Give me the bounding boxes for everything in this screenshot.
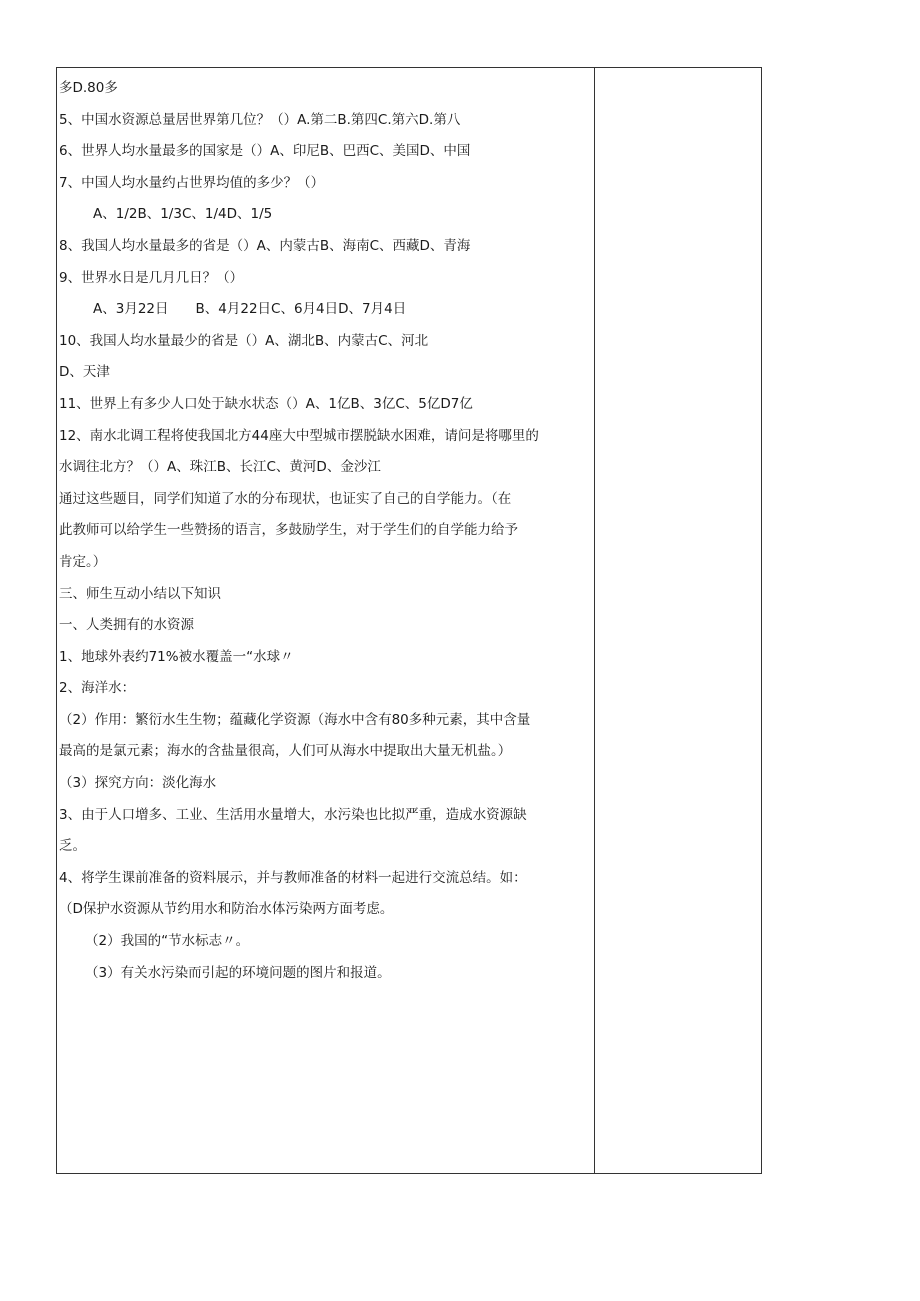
- summary-item: 3、由于人口增多、工业、生活用水量增大，水污染也比拟严重，造成水资源缺: [59, 806, 527, 823]
- summary-item: （3）有关水污染而引起的环境问题的图片和报道。: [85, 964, 391, 981]
- summary-item: 乏。: [59, 838, 86, 855]
- summary-item: 4、将学生课前准备的资料展示，并与教师准备的材料一起进行交流总结。如：: [59, 869, 527, 886]
- text-line: 多D.80多: [59, 80, 118, 96]
- question-12-continued: 水调往北方？（）A、珠江B、长江C、黄河D、金沙江: [59, 459, 381, 476]
- summary-item: 1、地球外表约71%被水覆盖一“水球〃: [59, 648, 294, 665]
- paragraph-line: 通过这些题目，同学们知道了水的分布现状，也证实了自己的自学能力。（在: [59, 490, 512, 507]
- question-10: 10、我国人均水量最少的省是（）A、湖北B、内蒙古C、河北: [59, 332, 429, 349]
- question-6: 6、世界人均水量最多的国家是（）A、印尼B、巴西C、美国D、中国: [59, 143, 471, 160]
- paragraph-line: 此教师可以给学生一些赞扬的语言，多鼓励学生，对于学生们的自学能力给予: [59, 522, 518, 539]
- question-9-options: A、3月22日 B、4月22日C、6月4日D、7月4日: [93, 301, 407, 318]
- subsection-heading: 一、人类拥有的水资源: [59, 617, 194, 634]
- summary-item: 2、海洋水：: [59, 680, 136, 697]
- paragraph-line: 肯定。）: [59, 553, 107, 570]
- question-11: 11、世界上有多少人口处于缺水状态（）A、1亿B、3亿C、5亿D7亿: [59, 395, 473, 412]
- question-5: 5、中国水资源总量居世界第几位？（）A.第二B.第四C.第六D.第八: [59, 111, 461, 128]
- table-column-divider: [594, 68, 595, 1173]
- question-9: 9、世界水日是几月几日？（）: [59, 269, 244, 286]
- summary-item: （2）作用：繁衍水生生物；蕴藏化学资源（海水中含有80多种元素，其中含量: [59, 711, 531, 728]
- question-10-continued: D、天津: [59, 364, 110, 381]
- summary-item: （D保护水资源从节约用水和防治水体污染两方面考虑。: [59, 901, 394, 918]
- question-12: 12、南水北调工程将使我国北方44座大中型城市摆脱缺水困难，请问是将哪里的: [59, 427, 539, 444]
- main-text-column: [59, 73, 591, 989]
- question-7-options: A、1/2B、1/3C、1/4D、1/5: [93, 206, 273, 223]
- document-table: [56, 67, 762, 1174]
- question-7: 7、中国人均水量约占世界均值的多少？（）: [59, 174, 325, 191]
- question-8: 8、我国人均水量最多的省是（）A、内蒙古B、海南C、西藏D、青海: [59, 237, 471, 254]
- section-heading: 三、师生互动小结以下知识: [59, 585, 221, 602]
- summary-item: （2）我国的“节水标志〃。: [85, 933, 250, 950]
- summary-item: （3）探究方向：淡化海水: [59, 775, 217, 792]
- summary-item: 最高的是氯元素；海水的含盐量很高，人们可从海水中提取出大量无机盐。）: [59, 743, 512, 760]
